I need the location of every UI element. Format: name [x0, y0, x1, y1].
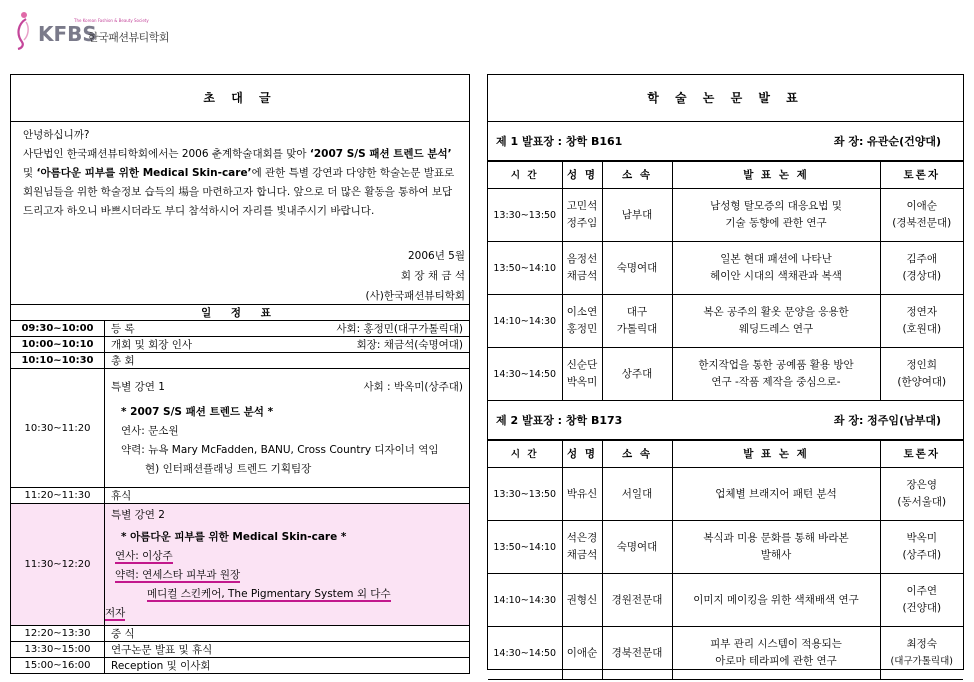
lecture-1-label: 특별 강연 1 — [111, 380, 165, 393]
invitation-president: 회 장 채 금 석 — [400, 270, 465, 282]
invitation-panel — [10, 74, 470, 674]
paper-row: 13:30~13:50 박유신 서일대 업체별 브래지어 패턴 분석 장은영 (동서울대) — [488, 468, 963, 521]
logo-figure-icon — [14, 10, 40, 50]
paper-header-row: 시 간 성 명 소 속 발 표 논 제 토론자 — [488, 162, 963, 189]
logo-brand: KFBS — [38, 22, 97, 46]
session-1-header: 제 1 발표장 : 창학 B161 좌 장: 유관순(건양대) — [488, 122, 963, 161]
schedule-row: 15:00~16:00 Reception 및 이사회 — [11, 658, 469, 674]
schedule-row: 10:00~10:10 개회 및 회장 인사 회장: 채금석(숙명여대) — [11, 337, 469, 353]
invitation-body: 사단법인 한국패션뷰티학회에서는 2006 춘계학술대회를 맞아 ‘2007 S/S 패션 트렌드 분석’ 및 ‘아름다운 피부를 위한 Medical Skin-care’에 관한 특별 강연과 다양한 학술논문 발표로 회원님들을 위한 학술정보 습득의 場을 마련하고자 합니다. 앞으로 더 많은 활동을 통하여 보답 드리고자 하오니 바쁘시더라도 부디 참석하시어 자리를 빛내주시기 바랍니다. — [23, 148, 455, 217]
paper-row: 14:30~14:50 신순단 박옥미 상주대 한지작업을 통한 공예품 활용 방안 연구 -작품 제작을 중심으로- 정인희 (한양여대) — [488, 348, 963, 401]
paper-row: 13:50~14:10 음정선 채금석 숙명여대 일본 현대 패션에 나타난 헤이안 시대의 색채관과 복색 김주애 (경상대) — [488, 242, 963, 295]
session-1-table — [488, 161, 963, 401]
paper-row: 14:10~14:30 이소연 홍정민 대구 가톨릭대 복온 공주의 활옷 문양을 응용한 웨딩드레스 연구 정연자 (호원대) — [488, 295, 963, 348]
papers-panel — [487, 74, 964, 670]
invitation-org: (사)한국패션뷰티학회 — [365, 290, 465, 302]
kfbs-logo — [14, 6, 184, 52]
paper-row: 14:30~14:50 이애순 경북전문대 피부 관리 시스템이 적용되는 아로마 테라피에 관한 연구 최정숙 (대구가톨릭대) — [488, 627, 963, 680]
schedule-row-lecture-2: 11:30~12:20 특별 강연 2 * 아름다운 피부를 위한 Medical Skin-care * 연사: 이상주 약력: 연세스타 피부과 원장 메디컬 스킨케어, The Pigmentary System 외 다수 저자 — [11, 504, 469, 626]
logo-korean: 한국패션뷰티학회 — [88, 31, 170, 44]
paper-row: 13:30~13:50 고민석 정주임 남부대 남성형 탈모증의 대응요법 및 기술 동향에 관한 연구 이애순 (경북전문대) — [488, 189, 963, 242]
logo-english: The Korean Fashion & Beauty Society — [74, 18, 149, 23]
schedule-row-lecture-1: 10:30~11:20 특별 강연 1 사회 : 박옥미(상주대) * 2007 S/S 패션 트렌드 분석 * 연사: 문소원 약력: 뉴욕 Mary McFadden, BANU, Cross Country 디자이너 역임 현) 인터패션플래닝 트렌드 기획팀장 — [11, 369, 469, 488]
lecture-2-speaker: 연사: 이상주 — [115, 550, 173, 562]
schedule-row: 13:30~15:00 연구논문 발표 및 휴식 — [11, 642, 469, 658]
schedule-row: 12:20~13:30 중 식 — [11, 626, 469, 642]
schedule-row: 10:10~10:30 총 회 — [11, 353, 469, 369]
lecture-1-speaker: 연사: 문소원 — [121, 424, 179, 437]
session-2-header: 제 2 발표장 : 창학 B173 좌 장: 정주임(남부대) — [488, 401, 963, 440]
paper-header-row: 시 간 성 명 소 속 발 표 논 제 토론자 — [488, 441, 963, 468]
invitation-title: 초 대 글 — [11, 75, 469, 122]
lecture-1-title: * 2007 S/S 패션 트렌드 분석 * — [121, 405, 274, 418]
lecture-2-title: * 아름다운 피부를 위한 Medical Skin-care * — [121, 531, 347, 543]
lecture-1-bio: 약력: 뉴욕 Mary McFadden, BANU, Cross Country 디자이너 역임 — [121, 443, 439, 456]
paper-row: 14:10~14:30 권형신 경원전문대 이미지 메이킹을 위한 색채배색 연구 이주연 (건양대) — [488, 574, 963, 627]
invitation-date: 2006년 5월 — [407, 250, 465, 262]
schedule-row: 09:30~10:00 등 록 사회: 홍정민(대구가톨릭대) — [11, 321, 469, 337]
session-2-table — [488, 440, 963, 680]
papers-title: 학 술 논 문 발 표 — [488, 75, 963, 122]
lecture-2-label: 특별 강연 2 — [111, 509, 165, 521]
invitation-letter — [11, 122, 469, 310]
lecture-2-bio: 약력: 연세스타 피부과 원장 — [115, 569, 241, 581]
schedule-table — [11, 304, 469, 673]
schedule-row: 11:20~11:30 휴식 — [11, 488, 469, 504]
schedule-header: 일 정 표 — [11, 305, 469, 321]
greeting: 안녕하십니까? — [23, 129, 90, 141]
paper-row: 13:50~14:10 석은경 채금석 숙명여대 복식과 미용 문화를 통해 바라본 발해사 박옥미 (상주대) — [488, 521, 963, 574]
